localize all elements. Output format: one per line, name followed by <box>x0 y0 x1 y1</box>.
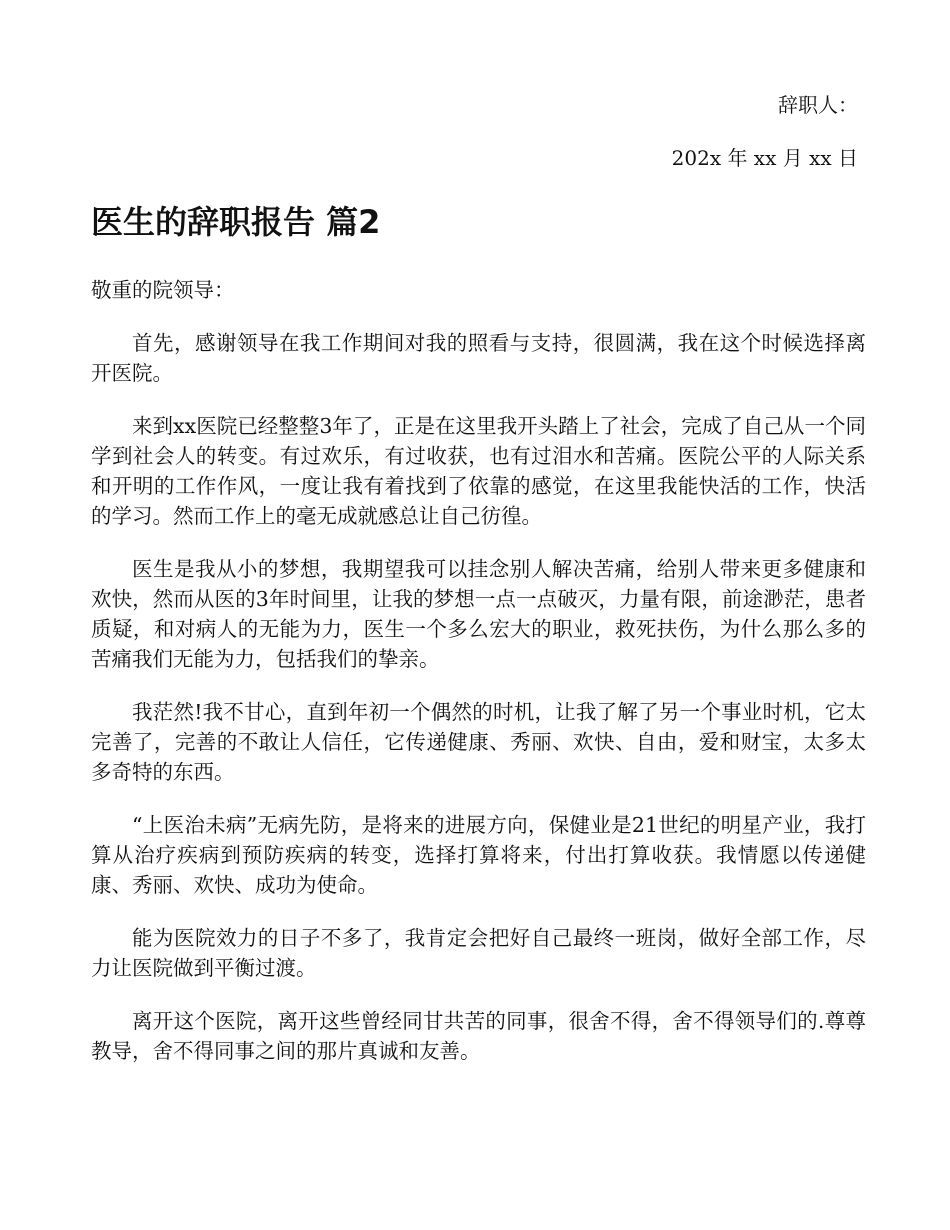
letter-body <box>91 275 866 1089</box>
section-title: 医生的辞职报告 篇2 <box>91 203 381 241</box>
paragraph-4: 我茫然!我不甘心，直到年初一个偶然的时机，让我了解了另一个事业时机，它太完善了，完善的不敢让人信任，它传递健康、秀丽、欢快、自由，爱和财宝，太多太多奇特的东西。 <box>91 700 866 784</box>
paragraph-7: 离开这个医院，离开这些曾经同甘共苦的同事，很舍不得，舍不得领导们的.尊尊教导，舍不得同事之间的那片真诚和友善。 <box>91 1009 866 1063</box>
paragraph-6: 能为医院效力的日子不多了，我肯定会把好自己最终一班岗，做好全部工作，尽力让医院做到平衡过渡。 <box>91 926 866 980</box>
paragraph-2: 来到xx医院已经整整3年了，正是在这里我开头踏上了社会，完成了自己从一个同学到社会人的转变。有过欢乐，有过收获，也有过泪水和苦痛。医院公平的人际关系和开明的工作作风，一度让我有着找到了依靠的感觉，在这里我能快活的工作，快活的学习。然而工作上的毫无成就感总让自己彷徨。 <box>91 414 866 528</box>
paragraph-5: “上医治未病”无病先防，是将来的进展方向，保健业是21世纪的明星产业，我打算从治疗疾病到预防疾病的转变，选择打算将来，付出打算收获。我情愿以传递健康、秀丽、欢快、成功为使命。 <box>91 813 866 897</box>
date-line: 202x 年 xx 月 xx 日 <box>671 146 858 170</box>
signer-line: 辞职人： <box>778 93 858 117</box>
salutation: 敬重的院领导： <box>91 278 235 302</box>
paragraph-1: 首先，感谢领导在我工作期间对我的照看与支持，很圆满，我在这个时候选择离开医院。 <box>91 331 866 385</box>
paragraph-3: 医生是我从小的梦想，我期望我可以挂念别人解决苦痛，给别人带来更多健康和欢快，然而从医的3年时间里，让我的梦想一点一点破灭，力量有限，前途渺茫，患者质疑，和对病人的无能为力，医生一个多么宏大的职业，救死扶伤，为什么那么多的苦痛我们无能为力，包括我们的挚亲。 <box>91 557 866 671</box>
